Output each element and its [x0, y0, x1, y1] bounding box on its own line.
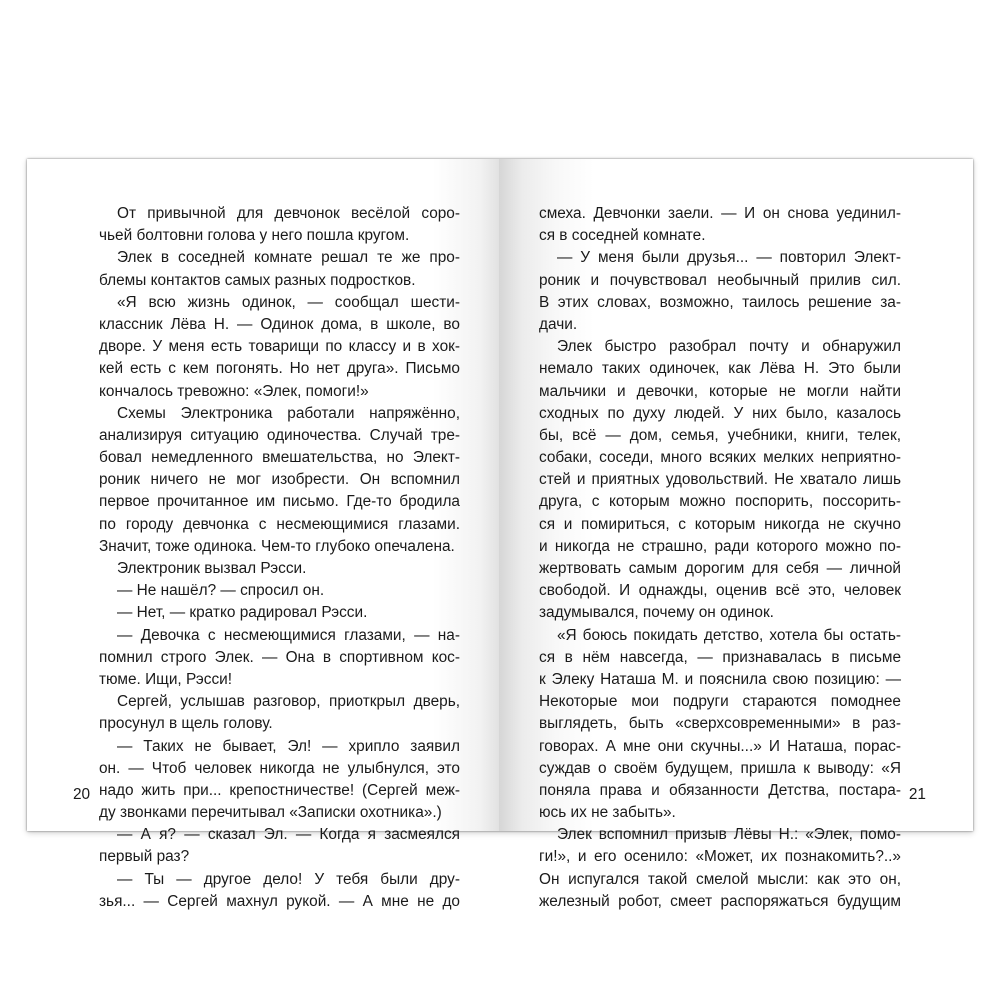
left-page	[27, 159, 499, 910]
right-page	[499, 159, 973, 910]
text-line: помнил строго Элек. — Она в спортивном кос-	[99, 648, 460, 666]
right-page-number: 21	[908, 786, 926, 803]
text-line: анализируя ситуацию одиночества. Случай тре-	[99, 426, 460, 444]
text-line: — У меня были друзья... — повторил Элект-	[557, 249, 901, 267]
text-line: ся в нём навсегда, — признавалась в письме	[539, 648, 901, 666]
text-line: задумывался, почему он одинок.	[539, 604, 774, 622]
text-line: — Ты — другое дело! У тебя были дру-	[117, 870, 460, 888]
text-line: друга, с которым можно поспорить, поссорить-	[539, 493, 901, 511]
text-line: Элек вспомнил призыв Лёвы Н.: «Элек, помо-	[557, 826, 901, 844]
text-line: и никогда не страшно, ради которого можно по-	[539, 537, 901, 555]
text-line: тюме. Ищи, Рэсси!	[99, 670, 233, 688]
text-line: — Таких не бывает, Эл! — хрипло заявил	[117, 737, 460, 755]
text-line: по городу девчонка с несмеющимися глазами.	[99, 515, 460, 533]
text-line: говорах. А мне они скучны...» И Наташа, порас-	[539, 737, 901, 755]
text-line: сходных по духу людей. У них было, казалось	[539, 404, 901, 422]
text-line: — А я? — сказал Эл. — Когда я засмеялся	[117, 826, 460, 844]
text-line: юсь их не забыть».	[539, 804, 676, 822]
text-line: Некоторые мои подруги стараются помоднее	[539, 693, 901, 711]
text-line: свободой. И однажды, оценив всё это, человек	[539, 582, 901, 600]
text-line: жертвовать самым дорогим для себя — личной	[539, 560, 901, 577]
text-line: Сергей, услышав разговор, приоткрыл дверь,	[117, 693, 460, 711]
text-line: В этих словах, возможно, таилось решение за-	[539, 293, 901, 311]
text-line: ся в соседней комнате.	[539, 227, 706, 245]
text-line: Элек быстро разобрал почту и обнаружил	[557, 338, 901, 356]
text-line: первый раз?	[99, 848, 190, 866]
text-line: к Элеку Наташа М. и пояснила свою позицию: —	[539, 670, 901, 688]
text-line: выглядеть, быть «сверхсовременными» в раз-	[539, 715, 901, 733]
text-line: он. — Чтоб человек никогда не улыбнулся, это	[99, 759, 460, 777]
text-line: ся и помириться, с которым никогда не скучно	[539, 515, 901, 533]
text-line: чьей болтовни голова у него пошла кругом.	[99, 227, 410, 245]
text-line: От привычной для девчонок весёлой сорo-	[117, 205, 460, 222]
text-line: мальчики и девочки, которые не могли найти	[539, 382, 901, 400]
text-line: блемы контактов самых разных подростков.	[99, 271, 416, 289]
text-line: «Я боюсь покидать детство, хотела бы остать-	[557, 626, 901, 644]
text-line: Схемы Электроника работали напряжённо,	[117, 404, 460, 422]
text-line: смеха. Девчонки заели. — И он снова уединил-	[539, 205, 901, 222]
text-line: роник и почувствовал необычный прилив сил.	[539, 271, 901, 289]
text-line: дачи.	[539, 315, 578, 333]
text-line: надо жить при... крепостничестве! (Сергей меж-	[99, 781, 460, 799]
text-line: Значит, тоже одинока. Чем-то глубоко опечалена.	[99, 537, 455, 555]
text-line: — Не нашёл? — спросил он.	[117, 582, 325, 600]
text-line: роник ничего не мог изобрести. Он вспомнил	[99, 471, 460, 489]
text-line: ду звонками перечитывал «Записки охотника».)	[99, 804, 442, 822]
text-line: стей и приятных удовольствий. Не хватало лишь	[539, 471, 901, 489]
text-line: Он испугался такой смелой мысли: как это он,	[539, 870, 901, 888]
left-page-number: 20	[73, 786, 91, 803]
book-spread	[27, 159, 973, 910]
text-line: кей есть с кем погонять. Но нет друга». Письмо	[99, 360, 460, 378]
text-line: бы, всё — дом, семья, учебники, книги, телек,	[539, 426, 901, 444]
text-line: поняла права и обязанности Детства, постара-	[539, 781, 901, 799]
text-line: суждав о своём будущем, пришла к выводу: «Я	[539, 759, 901, 777]
text-line: Элек в соседней комнате решал те же про-	[117, 249, 460, 267]
right-page-text	[539, 203, 901, 913]
text-line: ги!», и его осенило: «Может, их познакомить?..»	[539, 848, 901, 866]
text-line: классник Лёва Н. — Одинок дома, в школе, во	[99, 315, 460, 333]
text-line: бовал немедленного вмешательства, но Элект-	[99, 449, 460, 467]
text-line: дворе. У меня есть товарищи по классу и в хок-	[99, 338, 460, 356]
text-line: — Девочка с несмеющимися глазами, — на-	[117, 626, 460, 644]
left-page-text	[99, 203, 460, 913]
text-line: «Я всю жизнь одинок, — сообщал шести-	[117, 293, 460, 311]
text-line: первое прочитанное им письмо. Где-то бродила	[99, 493, 460, 511]
text-line: — Нет, — кратко радировал Рэсси.	[117, 604, 368, 622]
text-line: кончалось тревожно: «Элек, помоги!»	[99, 382, 369, 400]
text-line: просунул в щель голову.	[99, 715, 273, 733]
text-line: немало таких одиночек, как Лёва Н. Это были	[539, 360, 901, 378]
text-line: собаки, соседи, много всяких мелких неприятно-	[539, 449, 901, 467]
text-line: зья... — Сергей махнул рукой. — А мне не до	[99, 892, 460, 910]
text-line: Электроник вызвал Рэсси.	[117, 560, 307, 577]
text-line: железный робот, смеет распоряжаться будущим	[539, 892, 901, 910]
